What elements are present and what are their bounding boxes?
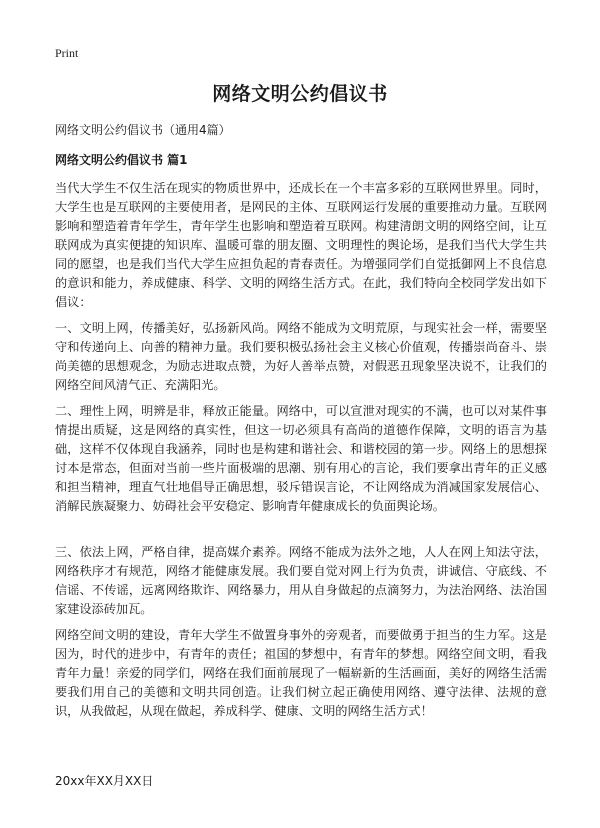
paragraph-civil-online: 一、文明上网，传播美好，弘扬新风尚。网络不能成为文明荒原，与现实社会一样，需要坚守和传递向上、向善的精神力量。我们要积极弘扬社会主义核心价值观，传播崇尚奋斗、崇尚美德的思想观念，为励志进取点赞，为好人善举点赞，对假恶丑现象坚决说不，让我们的网络空间风清气正、充满阳光。: [55, 321, 547, 392]
document-title: 网络文明公约倡议书: [212, 83, 388, 105]
paragraph-rational-online: 二、理性上网，明辨是非，释放正能量。网络中，可以宣泄对现实的不满，也可以对某件事情提出质疑，这是网络的真实性，但这一切必须具有高尚的道德作保障，文明的语言为基础，这样不仅体现自我涵养，同时也是构建和谐社会、和谐校园的第一步。网络上的思想探讨本是常态，但面对当前一些片面极端的思潮、别有用心的言论，我们要拿出青年的正义感和担当精神，理直气壮地倡导正确思想，驳斥错误言论，不让网络成为消减国家发展信心、消解民族凝聚力、妨碍社会平安稳定、影响青年健康成长的负面舆论场。: [55, 404, 547, 513]
paragraph-intro: 当代大学生不仅生活在现实的物质世界中，还成长在一个丰富多彩的互联网世界里。同时，大学生也是互联网的主要使用者，是网民的主体、互联网运行发展的重要推动力量。互联网影响和塑造着青年学生，青年学生也影响和塑造着互联网。构建清朗文明的网络空间，让互联网成为真实便捷的知识库、温暖可靠的朋友圈、文明理性的舆论场，是我们当代大学生共同的愿望，也是我们当代大学生应担负起的青春责任。为增强同学们自觉抵御网上不良信息的意识和能力，养成健康、科学、文明的网络生活方式。在此，我们特向全校同学发出如下倡议：: [55, 181, 547, 309]
paragraph-lawful-online: 三、依法上网，严格自律，提高媒介素养。网络不能成为法外之地，人人在网上知法守法，网络秩序才有规范，网络才能健康发展。我们要自觉对网上行为负责，讲诚信、守底线、不信谣、不传谣，远离网络欺诈、网络暴力，用从自身做起的点滴努力，为法治网络、法治国家建设添砖加瓦。: [55, 545, 547, 616]
document-date: 20xx年XX月XX日: [55, 774, 154, 788]
section-title: 网络文明公约倡议书 篇1: [55, 153, 188, 167]
paragraph-conclusion: 网络空间文明的建设，青年大学生不做置身事外的旁观者，而要做勇于担当的生力军。这是因为，时代的进步中，有青年的责任；祖国的梦想中，有青年的梦想。网络空间文明，看我青年力量！亲爱的同学们，网络在我们面前展现了一幅崭新的生活画面，美好的网络生活需要我们用自己的美德和文明共同创造。让我们树立起正确使用网络、遵守法律、法规的意识，从我做起，从现在做起，养成科学、健康、文明的网络生活方式！: [55, 628, 547, 718]
document-subtitle: 网络文明公约倡议书（通用4篇）: [55, 123, 231, 137]
print-link[interactable]: Print: [55, 46, 79, 60]
